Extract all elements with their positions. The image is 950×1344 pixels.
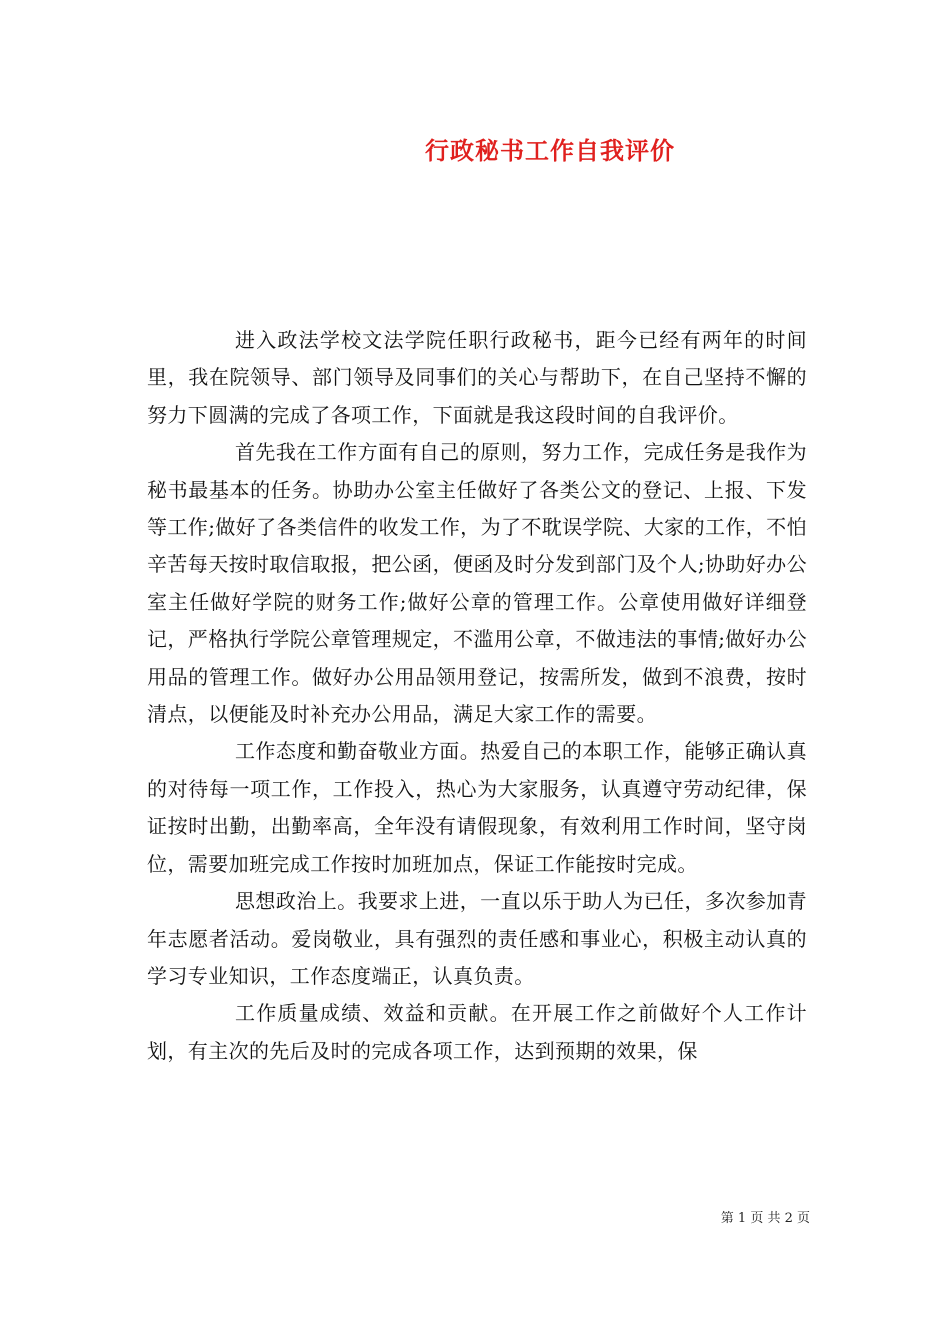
page-number-footer: 第 1 页 共 2 页 bbox=[720, 1211, 810, 1226]
paragraph-1: 进入政法学校文法学院任职行政秘书，距今已经有两年的时间里，我在院领导、部门领导及同事们的关心与帮助下，在自己坚持不懈的努力下圆满的完成了各项工作，下面就是我这段时间的自我评价。 bbox=[147, 328, 807, 427]
document-body bbox=[147, 322, 807, 1070]
paragraph-2: 首先我在工作方面有自己的原则，努力工作，完成任务是我作为秘书最基本的任务。协助办公室主任做好了各类公文的登记、上报、下发等工作;做好了各类信件的收发工作，为了不耽误学院、大家的工作，不怕辛苦每天按时取信取报，把公函，便函及时分发到部门及个人;协助好办公室主任做好学院的财务工作;做好公章的管理工作。公章使用做好详细登记，严格执行学院公章管理规定，不滥用公章，不做违法的事情;做好办公用品的管理工作。做好办公用品领用登记，按需所发，做到不浪费，按时清点，以便能及时补充办公用品，满足大家工作的需要。 bbox=[147, 440, 807, 727]
paragraph-4: 思想政治上。我要求上进，一直以乐于助人为已任，多次参加青年志愿者活动。爱岗敬业，具有强烈的责任感和事业心，积极主动认真的学习专业知识，工作态度端正，认真负责。 bbox=[147, 889, 807, 988]
paragraph-3: 工作态度和勤奋敬业方面。热爱自己的本职工作，能够正确认真的对待每一项工作，工作投入，热心为大家服务，认真遵守劳动纪律，保证按时出勤，出勤率高，全年没有请假现象，有效利用工作时间，坚守岗位，需要加班完成工作按时加班加点，保证工作能按时完成。 bbox=[147, 739, 807, 876]
paragraph-5: 工作质量成绩、效益和贡献。在开展工作之前做好个人工作计划，有主次的先后及时的完成各项工作，达到预期的效果，保 bbox=[147, 1001, 807, 1063]
document-title: 行政秘书工作自我评价 bbox=[425, 136, 675, 165]
